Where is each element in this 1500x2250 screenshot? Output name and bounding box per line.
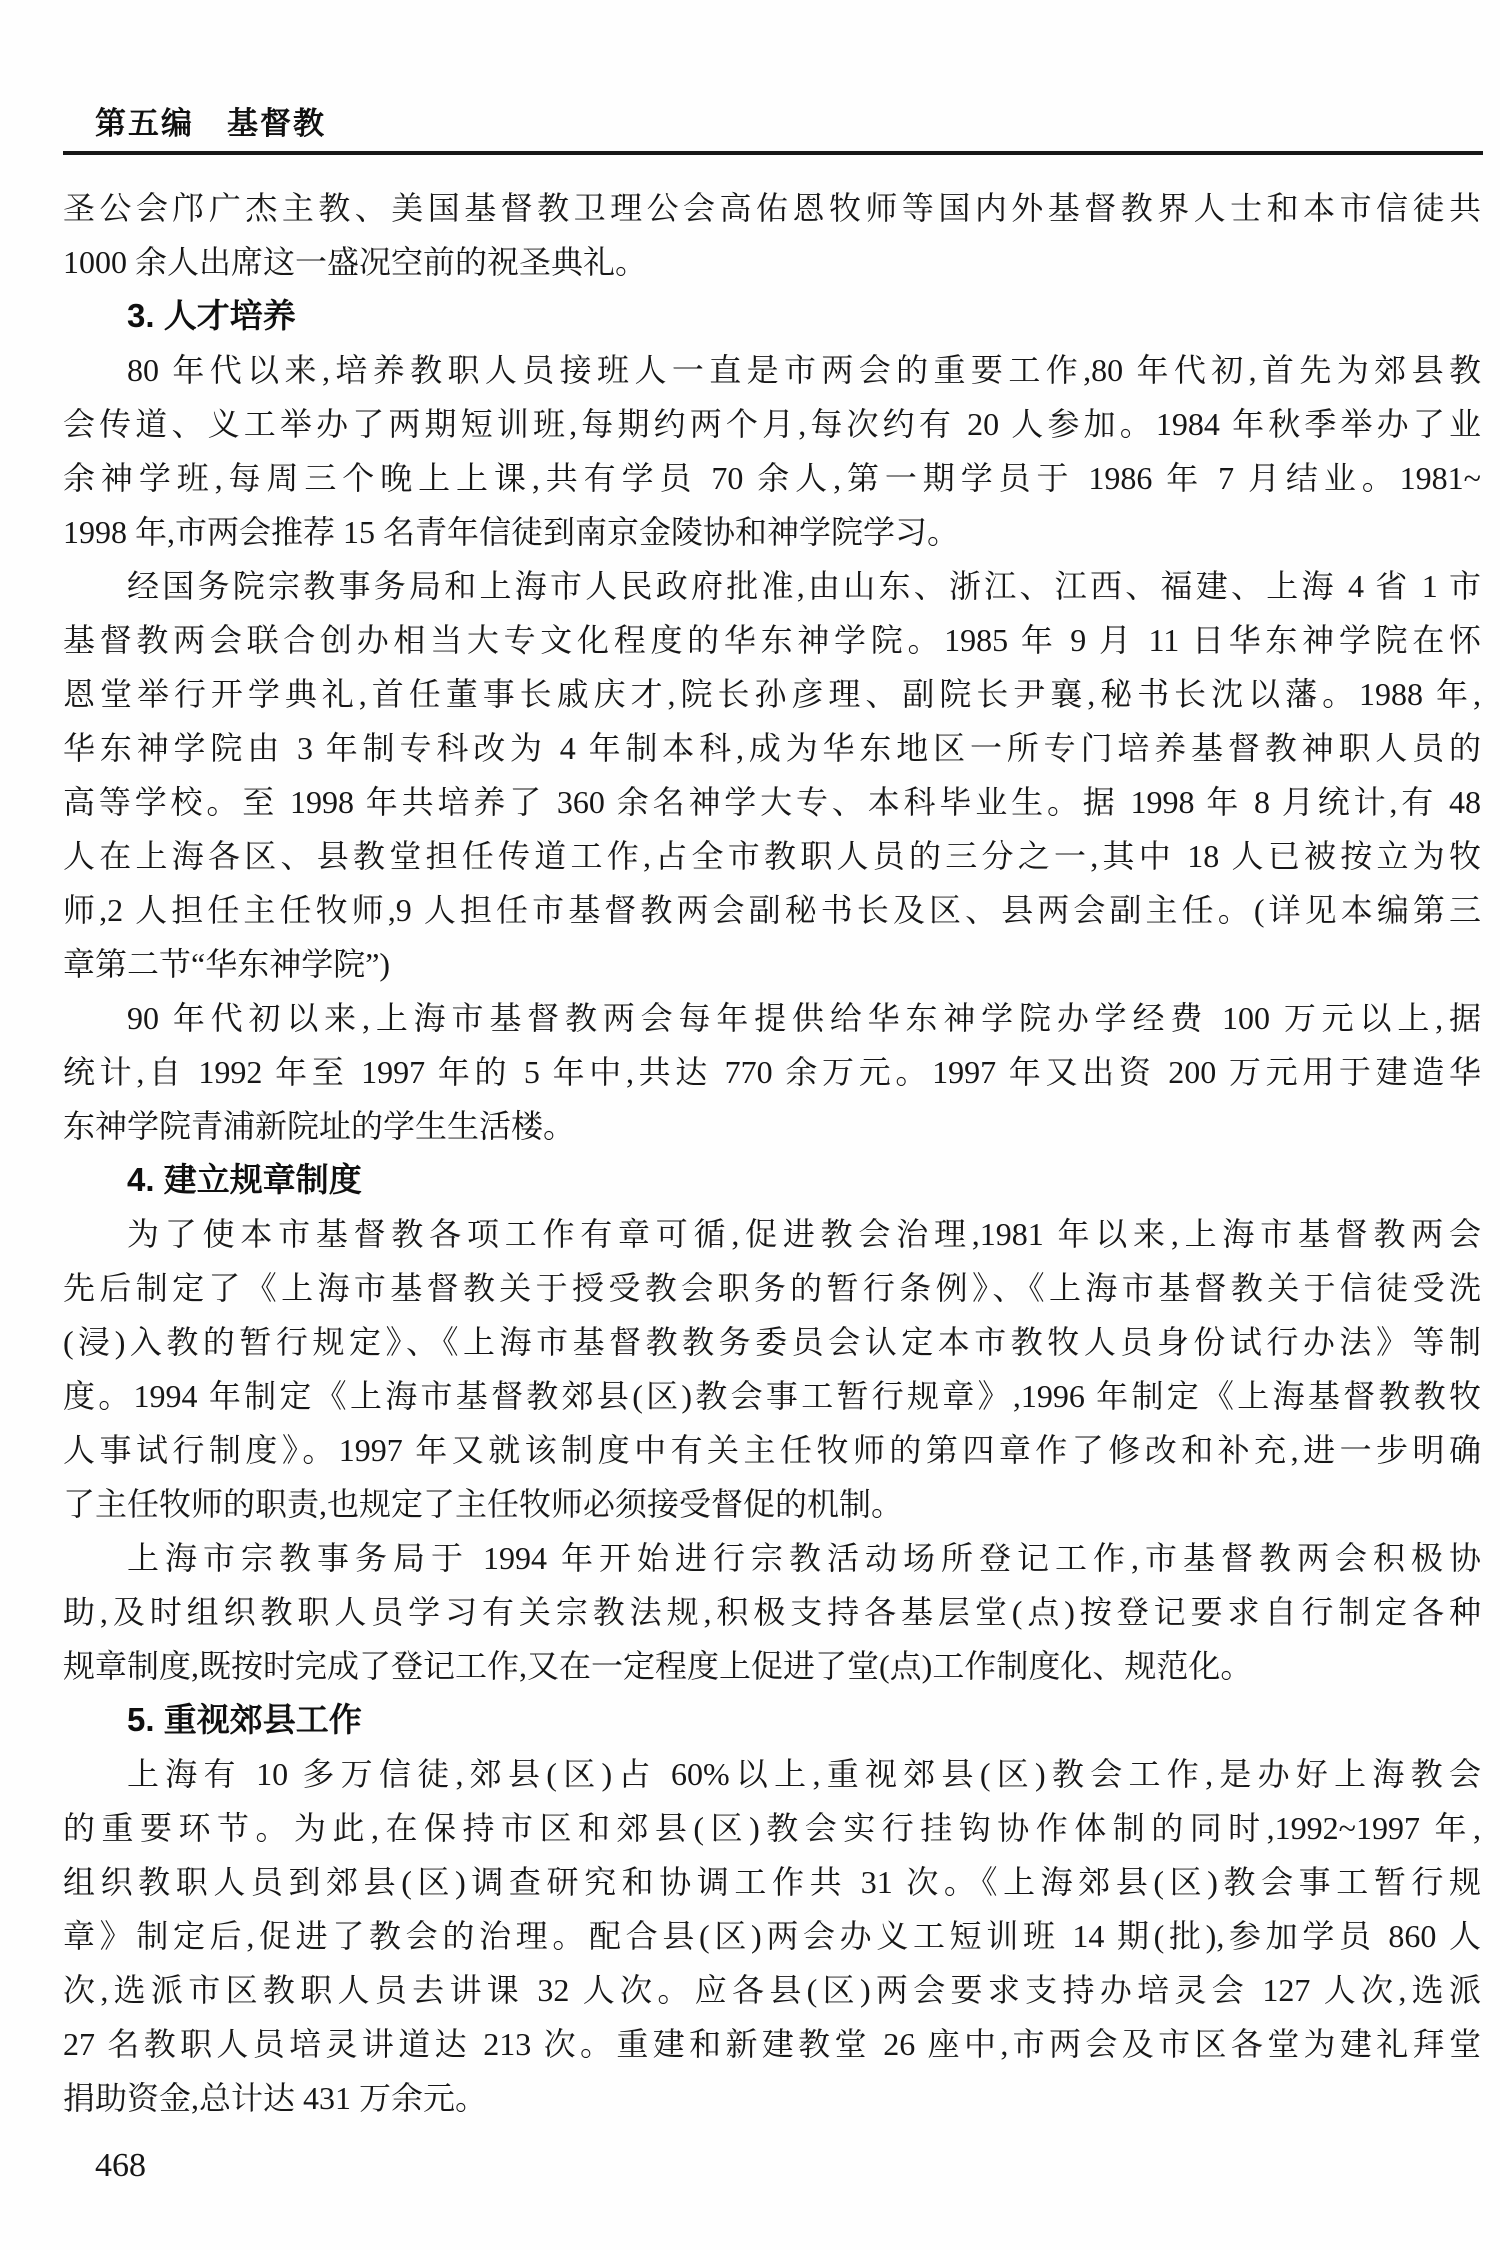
- text-line: 圣公会邝广杰主教、美国基督教卫理公会高佑恩牧师等国内外基督教界人士和本市信徒共: [63, 190, 1481, 226]
- text-line: 80 年代以来,培养教职人员接班人一直是市两会的重要工作,80 年代初,首先为郊县教: [127, 352, 1481, 388]
- text-line: 1998 年,市两会推荐 15 名青年信徒到南京金陵协和神学院学习。: [63, 514, 960, 550]
- text-line: 人在上海各区、县教堂担任传道工作,占全市教职人员的三分之一,其中 18 人已被按立为牧: [63, 838, 1481, 874]
- text-line: 1000 余人出席这一盛况空前的祝圣典礼。: [63, 244, 648, 280]
- text-line: 捐助资金,总计达 431 万余元。: [63, 2080, 488, 2116]
- page-body: [63, 181, 1481, 2125]
- text-line: 度。1994 年制定《上海市基督教郊县(区)教会事工暂行规章》,1996 年制定《上海基督教教牧: [63, 1378, 1481, 1414]
- text-line: 基督教两会联合创办相当大专文化程度的华东神学院。1985 年 9 月 11 日华东神学院在怀: [63, 622, 1481, 658]
- text-line: 了主任牧师的职责,也规定了主任牧师必须接受督促的机制。: [63, 1486, 904, 1522]
- text-line: 为了使本市基督教各项工作有章可循,促进教会治理,1981 年以来,上海市基督教两会: [127, 1216, 1481, 1252]
- text-line: 的重要环节。为此,在保持市区和郊县(区)教会实行挂钩协作体制的同时,1992~1997 年,: [63, 1810, 1481, 1846]
- section-heading: 4. 建立规章制度: [127, 1161, 362, 1198]
- text-line: 高等学校。至 1998 年共培养了 360 余名神学大专、本科毕业生。据 1998 年 8 月统计,有 48: [63, 784, 1481, 820]
- section-heading: 5. 重视郊县工作: [127, 1701, 362, 1738]
- section-heading: 3. 人才培养: [127, 297, 296, 334]
- text-line: 东神学院青浦新院址的学生生活楼。: [63, 1108, 576, 1144]
- text-line: 会传道、义工举办了两期短训班,每期约两个月,每次约有 20 人参加。1984 年秋季举办了业: [63, 406, 1481, 442]
- text-line: 90 年代初以来,上海市基督教两会每年提供给华东神学院办学经费 100 万元以上,据: [127, 1000, 1481, 1036]
- page-number: 468: [95, 2147, 146, 2184]
- text-line: 恩堂举行开学典礼,首任董事长戚庆才,院长孙彦理、副院长尹襄,秘书长沈以藩。1988 年,: [63, 676, 1481, 712]
- text-line: 组织教职人员到郊县(区)调查研究和协调工作共 31 次。《上海郊县(区)教会事工暂行规: [63, 1864, 1481, 1900]
- text-line: 先后制定了《上海市基督教关于授受教会职务的暂行条例》、《上海市基督教关于信徒受洗: [63, 1270, 1481, 1306]
- header-rule: [63, 151, 1483, 155]
- running-header: 第五编 基督教: [95, 106, 326, 141]
- text-line: 上海市宗教事务局于 1994 年开始进行宗教活动场所登记工作,市基督教两会积极协: [127, 1540, 1481, 1576]
- text-line: 经国务院宗教事务局和上海市人民政府批准,由山东、浙江、江西、福建、上海 4 省 1 市: [127, 568, 1481, 604]
- text-line: 华东神学院由 3 年制专科改为 4 年制本科,成为华东地区一所专门培养基督教神职人员的: [63, 730, 1481, 766]
- text-line: 规章制度,既按时完成了登记工作,又在一定程度上促进了堂(点)工作制度化、规范化。: [63, 1648, 1253, 1684]
- text-line: 余神学班,每周三个晚上上课,共有学员 70 余人,第一期学员于 1986 年 7 月结业。1981~: [63, 460, 1481, 496]
- text-line: 章》制定后,促进了教会的治理。配合县(区)两会办义工短训班 14 期(批),参加学员 860 人: [63, 1918, 1481, 1954]
- text-line: 27 名教职人员培灵讲道达 213 次。重建和新建教堂 26 座中,市两会及市区各堂为建礼拜堂: [63, 2026, 1481, 2062]
- text-line: 上海有 10 多万信徒,郊县(区)占 60%以上,重视郊县(区)教会工作,是办好上海教会: [127, 1756, 1481, 1792]
- text-line: 章第二节“华东神学院”): [63, 946, 391, 982]
- text-line: 统计,自 1992 年至 1997 年的 5 年中,共达 770 余万元。1997 年又出资 200 万元用于建造华: [63, 1054, 1481, 1090]
- text-line: 助,及时组织教职人员学习有关宗教法规,积极支持各基层堂(点)按登记要求自行制定各种: [63, 1594, 1481, 1630]
- text-line: 次,选派市区教职人员去讲课 32 人次。应各县(区)两会要求支持办培灵会 127 人次,选派: [63, 1972, 1481, 2008]
- text-line: 人事试行制度》。1997 年又就该制度中有关主任牧师的第四章作了修改和补充,进一步明确: [63, 1432, 1481, 1468]
- text-line: (浸)入教的暂行规定》、《上海市基督教教务委员会认定本市教牧人员身份试行办法》等制: [63, 1324, 1481, 1360]
- text-line: 师,2 人担任主任牧师,9 人担任市基督教两会副秘书长及区、县两会副主任。(详见本编第三: [63, 892, 1481, 928]
